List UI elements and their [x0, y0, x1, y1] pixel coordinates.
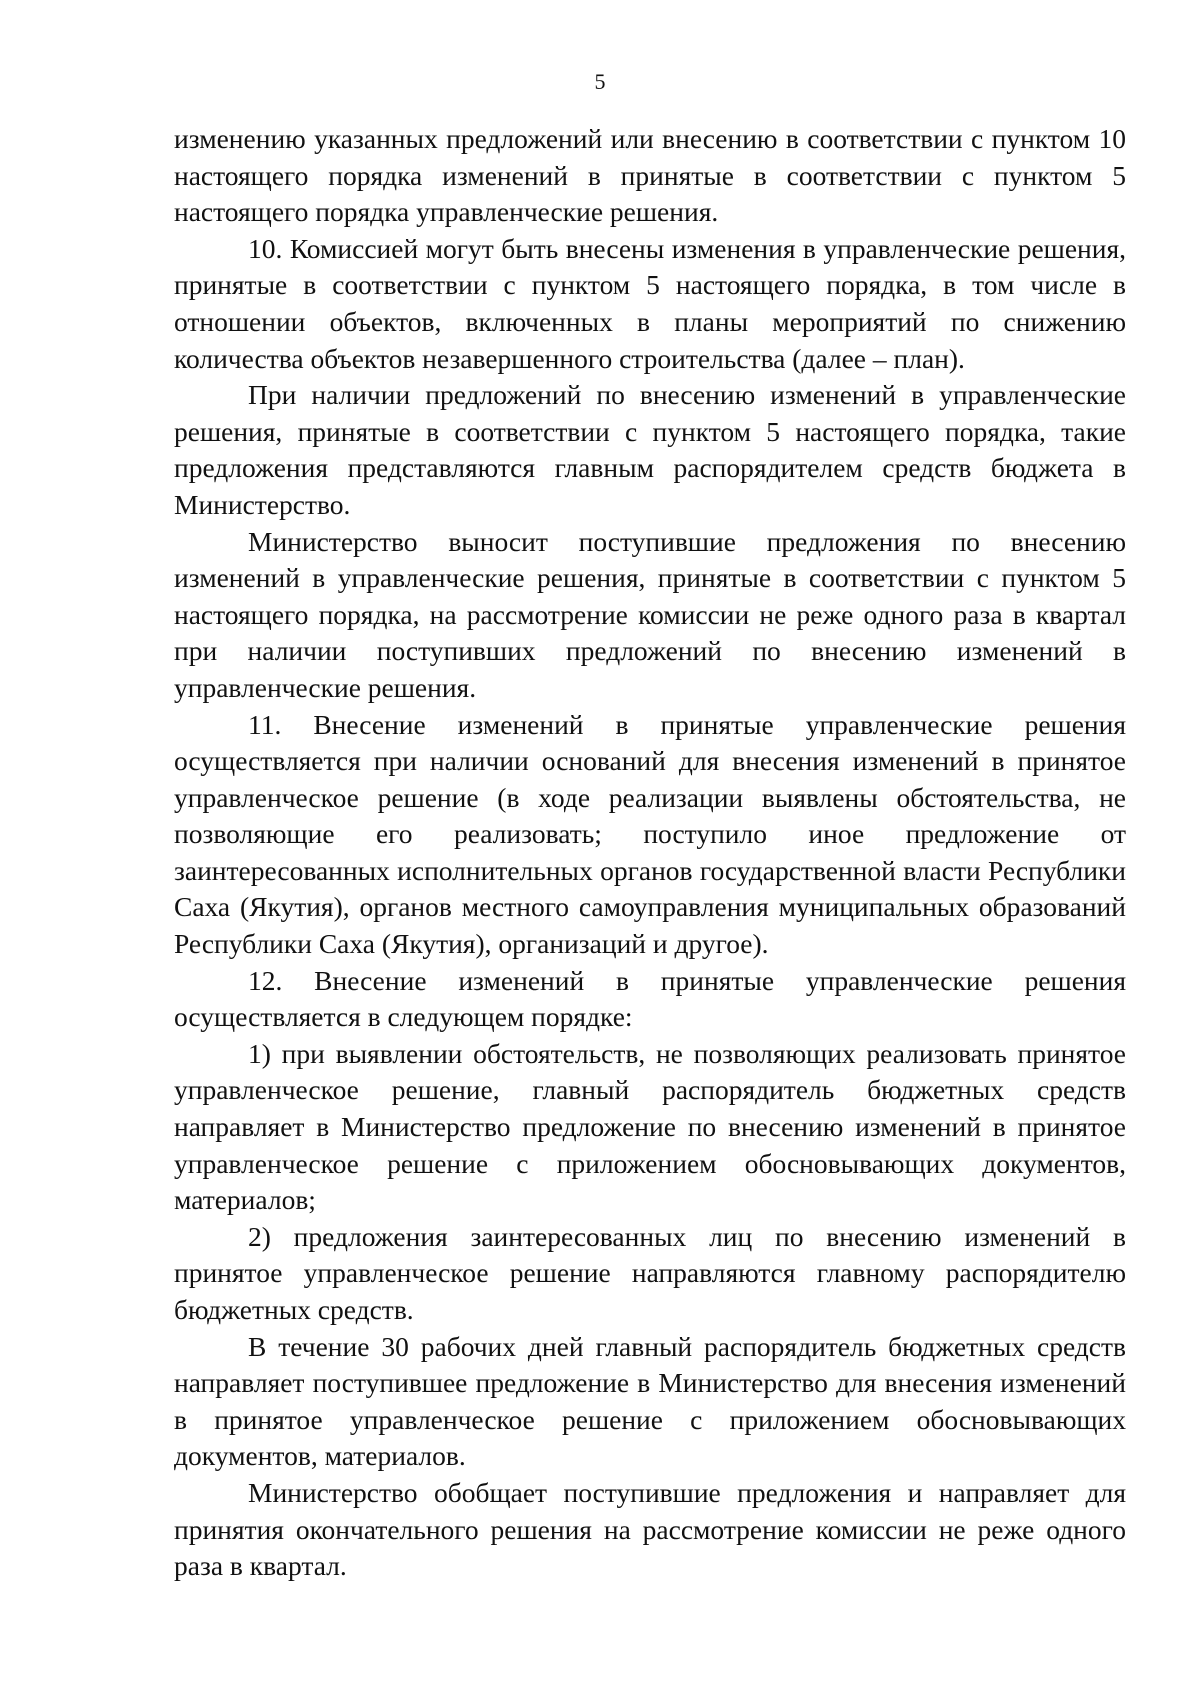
paragraph-subitem-2: 2) предложения заинтересованных лиц по внесению изменений в принятое управленческое решение направляются главному распорядителю бюджетных средств.	[174, 1220, 1126, 1325]
paragraph-item-11: 11. Внесение изменений в принятые управленческие решения осуществляется при наличии оснований для внесения изменений в принятое управленческое решение (в ходе реализации выявлены обстоятельства, не позволяющие его реализовать; поступило иное предложение от заинтересованных исполнительных органов государственной власти Республики Саха (Якутия), органов местного самоуправления муниципальных образований Республики Саха (Якутия), организаций и другое).	[174, 708, 1126, 960]
paragraph-subitem-1: 1) при выявлении обстоятельств, не позволяющих реализовать принятое управленческое решение, главный распорядитель бюджетных средств направляет в Министерство предложение по внесению изменений в принятое управленческое решение с приложением обосновывающих документов, материалов;	[174, 1037, 1126, 1216]
page-number: 5	[594, 69, 606, 94]
document-body	[174, 121, 1126, 1585]
paragraph-30-days: В течение 30 рабочих дней главный распорядитель бюджетных средств направляет поступившее предложение в Министерство для внесения изменений в принятое управленческое решение с приложением обосновывающих документов, материалов.	[174, 1330, 1126, 1472]
paragraph-ministry-summary: Министерство обобщает поступившие предложения и направляет для принятия окончательного решения на рассмотрение комиссии не реже одного раза в квартал.	[174, 1476, 1126, 1582]
paragraph-ministry-review: Министерство выносит поступившие предложения по внесению изменений в управленческие решения, принятые в соответствии с пунктом 5 настоящего порядка, на рассмотрение комиссии не реже одного раза в квартал при наличии поступивших предложений по внесению изменений в управленческие решения.	[174, 525, 1126, 703]
paragraph-proposals-submission: При наличии предложений по внесению изменений в управленческие решения, принятые в соответствии с пунктом 5 настоящего порядка, такие предложения представляются главным распорядителем средств бюджета в Министерство.	[174, 379, 1126, 520]
paragraph-item-12: 12. Внесение изменений в принятые управленческие решения осуществляется в следующем порядке:	[174, 964, 1126, 1033]
paragraph-item-10: 10. Комиссией могут быть внесены изменения в управленческие решения, принятые в соответствии с пунктом 5 настоящего порядка, в том числе в отношении объектов, включенных в планы мероприятий по снижению количества объектов незавершенного строительства (далее – план).	[174, 232, 1126, 374]
paragraph-continuation: изменению указанных предложений или внесению в соответствии с пунктом 10 настоящего порядка изменений в принятые в соответствии с пунктом 5 настоящего порядка управленческие решения.	[174, 123, 1126, 228]
